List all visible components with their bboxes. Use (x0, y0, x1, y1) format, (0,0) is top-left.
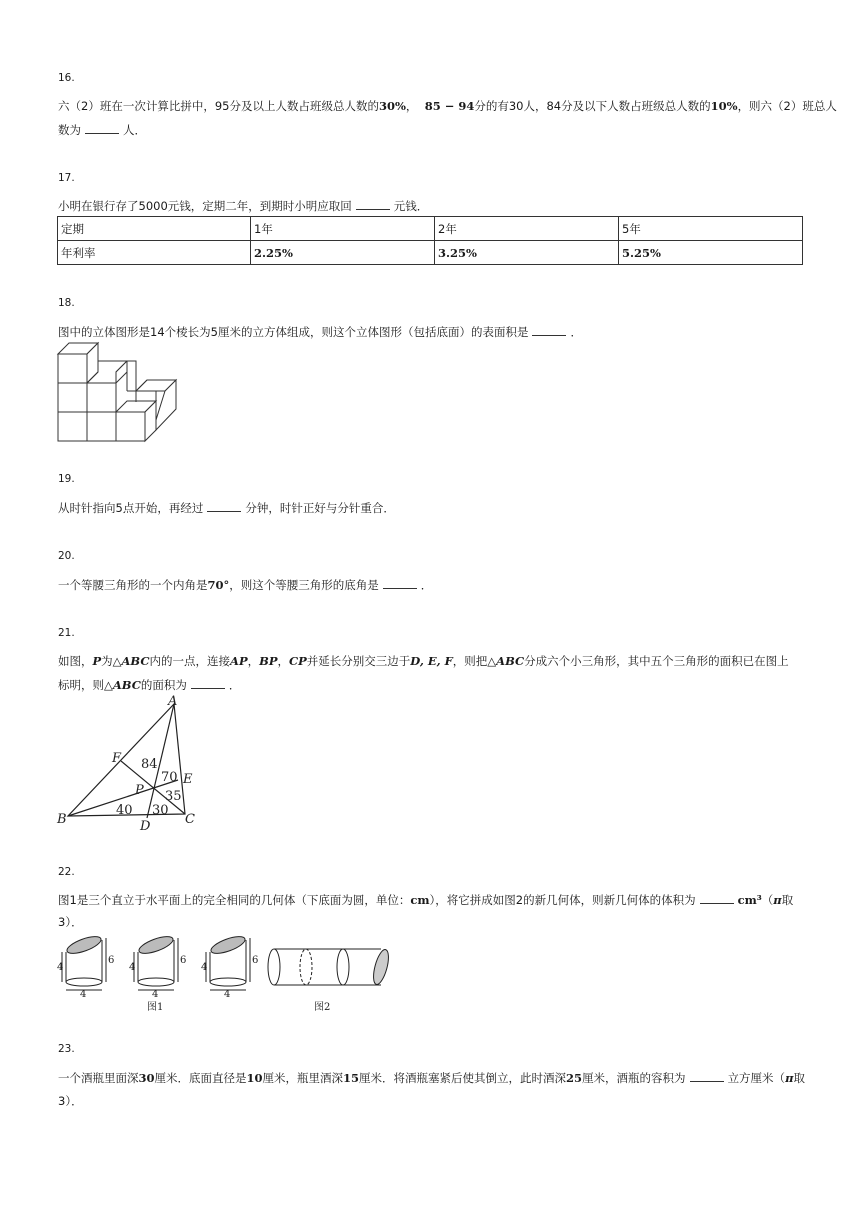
question-number-21: 21. (58, 627, 75, 639)
q21-text: 为 (101, 654, 113, 668)
q16-text: 人． (123, 123, 146, 137)
q23-value: 30 (138, 1071, 155, 1085)
table-row (58, 217, 803, 241)
q21-segment: BP (259, 654, 278, 668)
question-number-18: 18. (58, 297, 75, 309)
question-19-text (58, 500, 395, 516)
q20-text: 一个等腰三角形的一个内角是 (58, 578, 208, 592)
q21-text: 分成六个小三角形，其中五个三角形的面积已在图上 (524, 654, 789, 668)
q20-angle: 70° (207, 578, 230, 592)
q19-text: 从时针指向5点开始，再经过 (58, 501, 204, 515)
interest-rate-table (57, 216, 803, 265)
figure-caption-1: 图1 (147, 1002, 164, 1013)
area-label: 84 (141, 757, 158, 772)
cylinder-3 (206, 933, 250, 990)
combined-cylinder (268, 948, 391, 986)
q16-percent-2: 10% (710, 99, 738, 113)
question-number-19: 19. (58, 473, 75, 485)
answer-blank[interactable] (85, 123, 119, 134)
q23-pi: π (785, 1071, 794, 1085)
q23-text: 取 (793, 1071, 805, 1085)
question-16-line-1 (58, 98, 837, 114)
dim-label: 6 (108, 955, 115, 966)
question-number-20: 20. (58, 550, 75, 562)
q18-text: 图中的立体图形是14个棱长为5厘米的立方体组成，则这个立体图形（包括底面）的表面积是 (58, 325, 529, 339)
label-f: F (112, 751, 122, 766)
cylinder-figures (56, 930, 396, 1014)
q22-text: 取 (781, 893, 794, 907)
q19-text: 分钟，时针正好与分针重合． (245, 501, 395, 515)
label-p: P (135, 783, 144, 798)
question-23-line-2: 3）． (58, 1094, 83, 1108)
q21-text: ， (247, 654, 260, 668)
question-number-22: 22. (58, 866, 75, 878)
q23-value: 25 (566, 1071, 583, 1085)
q22-text: 图1是三个直立于水平面上的完全相同的几何体（下底面为圆，单位： (58, 893, 411, 907)
q20-text: ． (420, 578, 433, 592)
question-21-line-1 (58, 653, 789, 669)
label-c: C (185, 812, 195, 827)
q16-text: 六（2）班在一次计算比拼中，95分及以上人数占班级总人数的 (58, 99, 379, 113)
q21-triangle: △ABC (104, 678, 141, 692)
question-17-text (58, 198, 428, 214)
dim-label: 4 (80, 989, 87, 1000)
q21-point-p: P (92, 654, 102, 668)
q22-text: （ (761, 893, 774, 907)
q22-unit: cm³ (737, 893, 762, 907)
triangle-abc-figure (54, 692, 204, 832)
area-label: 30 (152, 803, 169, 818)
dim-label: 4 (129, 962, 136, 973)
q16-percent-1: 30% (378, 99, 406, 113)
question-20-text (58, 577, 432, 593)
dim-label: 6 (180, 955, 187, 966)
answer-blank[interactable] (700, 893, 734, 904)
q17-text: 元钱． (393, 199, 429, 213)
dim-label: 4 (57, 962, 64, 973)
label-e: E (183, 772, 193, 787)
answer-blank[interactable] (690, 1071, 724, 1082)
question-22-line-2: 3）． (58, 915, 83, 929)
q22-unit: cm (410, 893, 430, 907)
q16-text: 分的有30人，84分及以下人数占班级总人数的 (474, 99, 711, 113)
q21-points: D, E, F (410, 654, 453, 668)
q23-text: 厘米，酒瓶的容积为 (582, 1071, 686, 1085)
answer-blank[interactable] (191, 678, 225, 689)
q23-text: 厘米．将酒瓶塞紧后使其倒立，此时酒深 (359, 1071, 567, 1085)
table-cell: 定期 (58, 217, 251, 241)
answer-blank[interactable] (207, 501, 241, 512)
table-cell: 1年 (251, 217, 435, 241)
q23-text: 厘米．底面直径是 (154, 1071, 247, 1085)
q21-text: ，则把 (452, 654, 488, 668)
q23-value: 10 (246, 1071, 263, 1085)
q21-text: 并延长分别交三边于 (306, 654, 411, 668)
table-cell: 5年 (619, 217, 803, 241)
question-21-line-2 (58, 677, 240, 693)
q21-text: ． (228, 678, 241, 692)
q22-text: ），将它拼成如图2的新几何体，则新几何体的体积为 (429, 893, 696, 907)
question-number-16: 16. (58, 72, 75, 84)
table-cell: 5.25% (619, 241, 803, 265)
answer-blank[interactable] (383, 578, 417, 589)
cube-stack-figure (56, 340, 180, 444)
q18-text: ． (570, 325, 582, 339)
q21-text: ， (277, 654, 289, 668)
question-18-text (58, 324, 582, 340)
q22-pi: π (773, 893, 782, 907)
table-row (58, 241, 803, 265)
q17-text: 小明在银行存了5000元钱，定期二年，到期时小明应取回 (58, 199, 352, 213)
q16-text: 数为 (58, 123, 81, 137)
answer-blank[interactable] (356, 199, 390, 210)
dim-label: 4 (152, 989, 159, 1000)
cylinder-2 (134, 933, 178, 990)
label-d: D (140, 819, 151, 832)
q20-text: ，则这个等腰三角形的底角是 (229, 578, 379, 592)
question-16-line-2 (58, 122, 146, 138)
q21-triangle: △ABC (487, 654, 525, 668)
q21-text: 标明，则 (58, 678, 104, 692)
q21-text: 内的一点，连接 (149, 654, 231, 668)
question-number-17: 17. (58, 172, 75, 184)
figure-caption-2: 图2 (314, 1002, 331, 1013)
q23-text: 立方厘米（ (727, 1071, 786, 1085)
q21-text: 如图， (58, 654, 93, 668)
question-22-line-1 (58, 892, 793, 908)
answer-blank[interactable] (532, 325, 566, 336)
label-b: B (57, 812, 67, 827)
area-label: 35 (165, 789, 182, 804)
q16-text: ， (405, 99, 418, 113)
table-cell: 2年 (435, 217, 619, 241)
q16-range: 85 − 94 (424, 99, 475, 113)
dim-label: 6 (252, 955, 259, 966)
question-23-line-1 (58, 1070, 805, 1086)
q21-text: 的面积为 (140, 678, 187, 692)
question-number-23: 23. (58, 1043, 75, 1055)
q16-text: ，则六（2）班总人 (737, 99, 837, 113)
q21-segment: AP (230, 654, 248, 668)
dim-label: 4 (201, 962, 208, 973)
q23-text: 一个酒瓶里面深 (58, 1071, 139, 1085)
q21-triangle: △ABC (112, 654, 150, 668)
area-label: 40 (116, 803, 133, 818)
cylinder-1 (62, 933, 106, 990)
q21-segment: CP (288, 654, 307, 668)
table-cell: 3.25% (435, 241, 619, 265)
table-cell: 年利率 (58, 241, 251, 265)
area-label: 70 (161, 770, 178, 785)
table-cell: 2.25% (251, 241, 435, 265)
dim-label: 4 (224, 989, 231, 1000)
q23-value: 15 (343, 1071, 360, 1085)
q23-text: 厘米，瓶里酒深 (262, 1071, 344, 1085)
label-a: A (168, 694, 178, 709)
